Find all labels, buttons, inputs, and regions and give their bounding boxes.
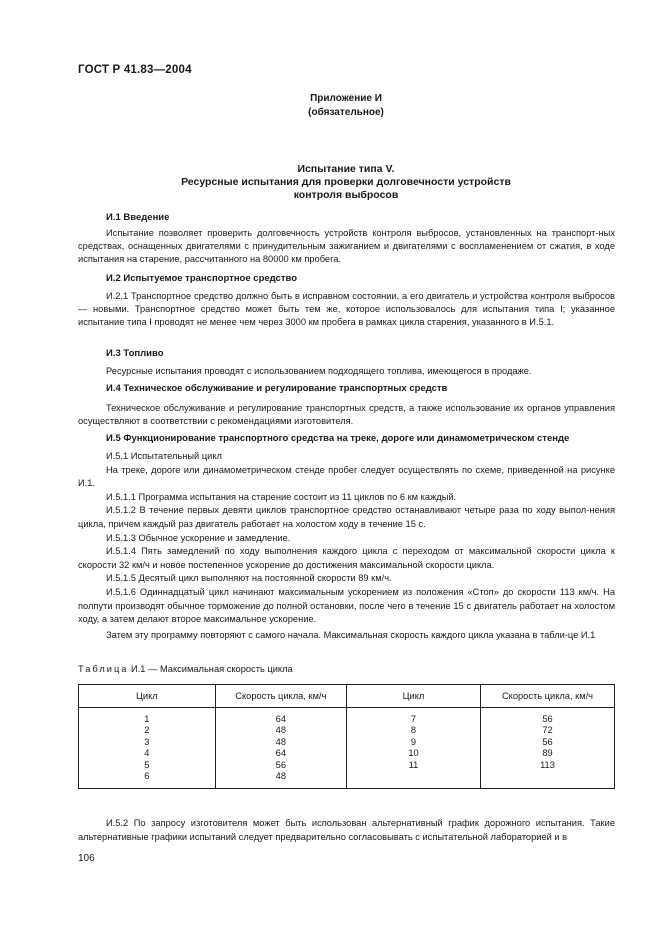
table-cell: 48 [215, 771, 346, 789]
section-text-3 [78, 365, 615, 378]
paragraph: Затем эту программу повторяют с самого начала. Максимальная скорость каждого цикла указана в табли-це И.1 [106, 629, 596, 640]
paragraph: На треке, дороге или динамометрическом стенде пробег следует осуществлять по схеме, приведенной на рисунке И.1. [78, 464, 615, 489]
table-cell: 56 [480, 737, 614, 748]
table-cell: 48 [215, 737, 346, 748]
section-heading-4: И.4 Техническое обслуживание и регулирование транспортных средств [106, 383, 448, 394]
title-line-2: Ресурсные испытания для проверки долговечности устройств [181, 176, 511, 188]
paragraph: И.5.2 По запросу изготовителя может быть использован альтернативный график дорожного испытания. Такие альтернативные графики испытаний следует предварительно согласовывать с испытательной лабораторией и в [78, 818, 615, 842]
paragraph: И.5.1.4 Пять замедлений по ходу выполнения каждого цикла с переходом от максимальной скорости цикла к скорости 32 км/ч и новое постепенное ускорение до достижения максимальной скорости цикла. [78, 546, 615, 570]
table-cell: 4 [79, 748, 216, 759]
table-row [79, 725, 615, 736]
table-row [79, 708, 615, 726]
table-cell: 89 [480, 748, 614, 759]
paragraph: И.5.1.6 Одиннадцатый цикл начинают максимальным ускорением из положения «Стоп» до скорости 113 км/ч. На полпути производят обычное торможение до полной остановки, после чего в течение 15 с двигатель работает на холостом ходу, а затем делают второе максимальное ускорение. [78, 586, 615, 625]
section-heading-1: И.1 Введение [106, 212, 170, 223]
section-heading-2: И.2 Испытуемое транспортное средство [106, 273, 298, 284]
table-row [79, 737, 615, 748]
table-cell: 64 [215, 748, 346, 759]
section-heading-3: И.3 Топливо [106, 348, 164, 359]
section-text-5 [78, 450, 615, 642]
document-header: ГОСТ Р 41.83—2004 [78, 64, 192, 76]
table-cell: 9 [346, 737, 480, 748]
paragraph: И.5.1.5 Десятый цикл выполняют на постоянной скорости 89 км/ч. [106, 573, 392, 584]
table-cell: 7 [346, 708, 480, 726]
footer-paragraph [78, 816, 615, 844]
column-header: Скорость цикла, км/ч [215, 685, 346, 708]
section-text-2 [78, 290, 615, 330]
column-header: Цикл [79, 685, 216, 708]
paragraph: И.2.1 Транспортное средство должно быть в исправном состоянии, а его двигатель и устройства контроля выбросов — новыми. Транспортное средство может быть тем же, которое использовалось для испытания типа I; указанное испытание типа I проводят не менее чем через 3000 км пробега в рамках цикла старения, указанного в И.5.1. [78, 291, 615, 328]
paragraph: Испытание позволяет проверить долговечность устройств контроля выбросов, установленных на транспорт-ных средствах, оснащенных двигателями с принудительным зажиганием и двигателями с воспламенением от сжатия, в ходе испытания на старение, рассчитанного на 80000 км пробега. [78, 228, 615, 265]
paragraph: И.5.1.2 В течение первых девяти циклов транспортное средство останавливают четыре раза по ходу выпол-нения цикла, причем каждый раз двигатель работает на холостом ходу в течение 15 с. [78, 505, 615, 529]
table-cell: 56 [215, 760, 346, 771]
title-line-1: Испытание типа V. [297, 163, 395, 175]
column-header: Цикл [346, 685, 480, 708]
paragraph: И.5.1 Испытательный цикл [106, 451, 222, 461]
table-caption-prefix: Таблица [78, 664, 129, 674]
table-cell: 48 [215, 725, 346, 736]
page-number: 106 [78, 853, 95, 864]
table-cell: 6 [79, 771, 216, 789]
paragraph: Техническое обслуживание и регулирование транспортных средств, а также использование их органов управления осуществляют в соответствии с рекомендациями изготовителя. [78, 403, 615, 427]
table-cell [346, 771, 480, 789]
appendix-status: (обязательное) [308, 107, 384, 118]
paragraph: И.5.1.3 Обычное ускорение и замедление. [106, 532, 291, 543]
section-text-1 [78, 227, 615, 267]
table-row [79, 748, 615, 759]
table-caption [78, 664, 293, 674]
section-text-4 [78, 402, 615, 428]
title-line-3: контроля выбросов [293, 189, 399, 201]
paragraph: Ресурсные испытания проводят с использованием подходящего топлива, имеющегося в продаже. [106, 366, 532, 376]
table-cell: 10 [346, 748, 480, 759]
cycle-speed-table [78, 684, 615, 789]
paragraph: И.5.1.1 Программа испытания на старение состоит из 11 циклов по 6 км каждый. [106, 491, 457, 502]
table-cell: 1 [79, 708, 216, 726]
table-cell: 8 [346, 725, 480, 736]
table-row [79, 771, 615, 789]
table-row [79, 760, 615, 771]
table-cell: 113 [480, 760, 614, 771]
table-header-row [79, 685, 615, 708]
table-caption-text: И.1 — Максимальная скорость цикла [131, 664, 293, 674]
table-cell: 72 [480, 725, 614, 736]
table-cell: 11 [346, 760, 480, 771]
section-heading-5: И.5 Функционирование транспортного средства на треке, дороге или динамометрическом стенде [106, 433, 570, 444]
table-cell: 64 [215, 708, 346, 726]
table-cell [480, 771, 614, 789]
table-cell: 56 [480, 708, 614, 726]
table-cell: 3 [79, 737, 216, 748]
appendix-title: Приложение И [310, 93, 382, 104]
table-cell: 2 [79, 725, 216, 736]
table-cell: 5 [79, 760, 216, 771]
column-header: Скорость цикла, км/ч [480, 685, 614, 708]
